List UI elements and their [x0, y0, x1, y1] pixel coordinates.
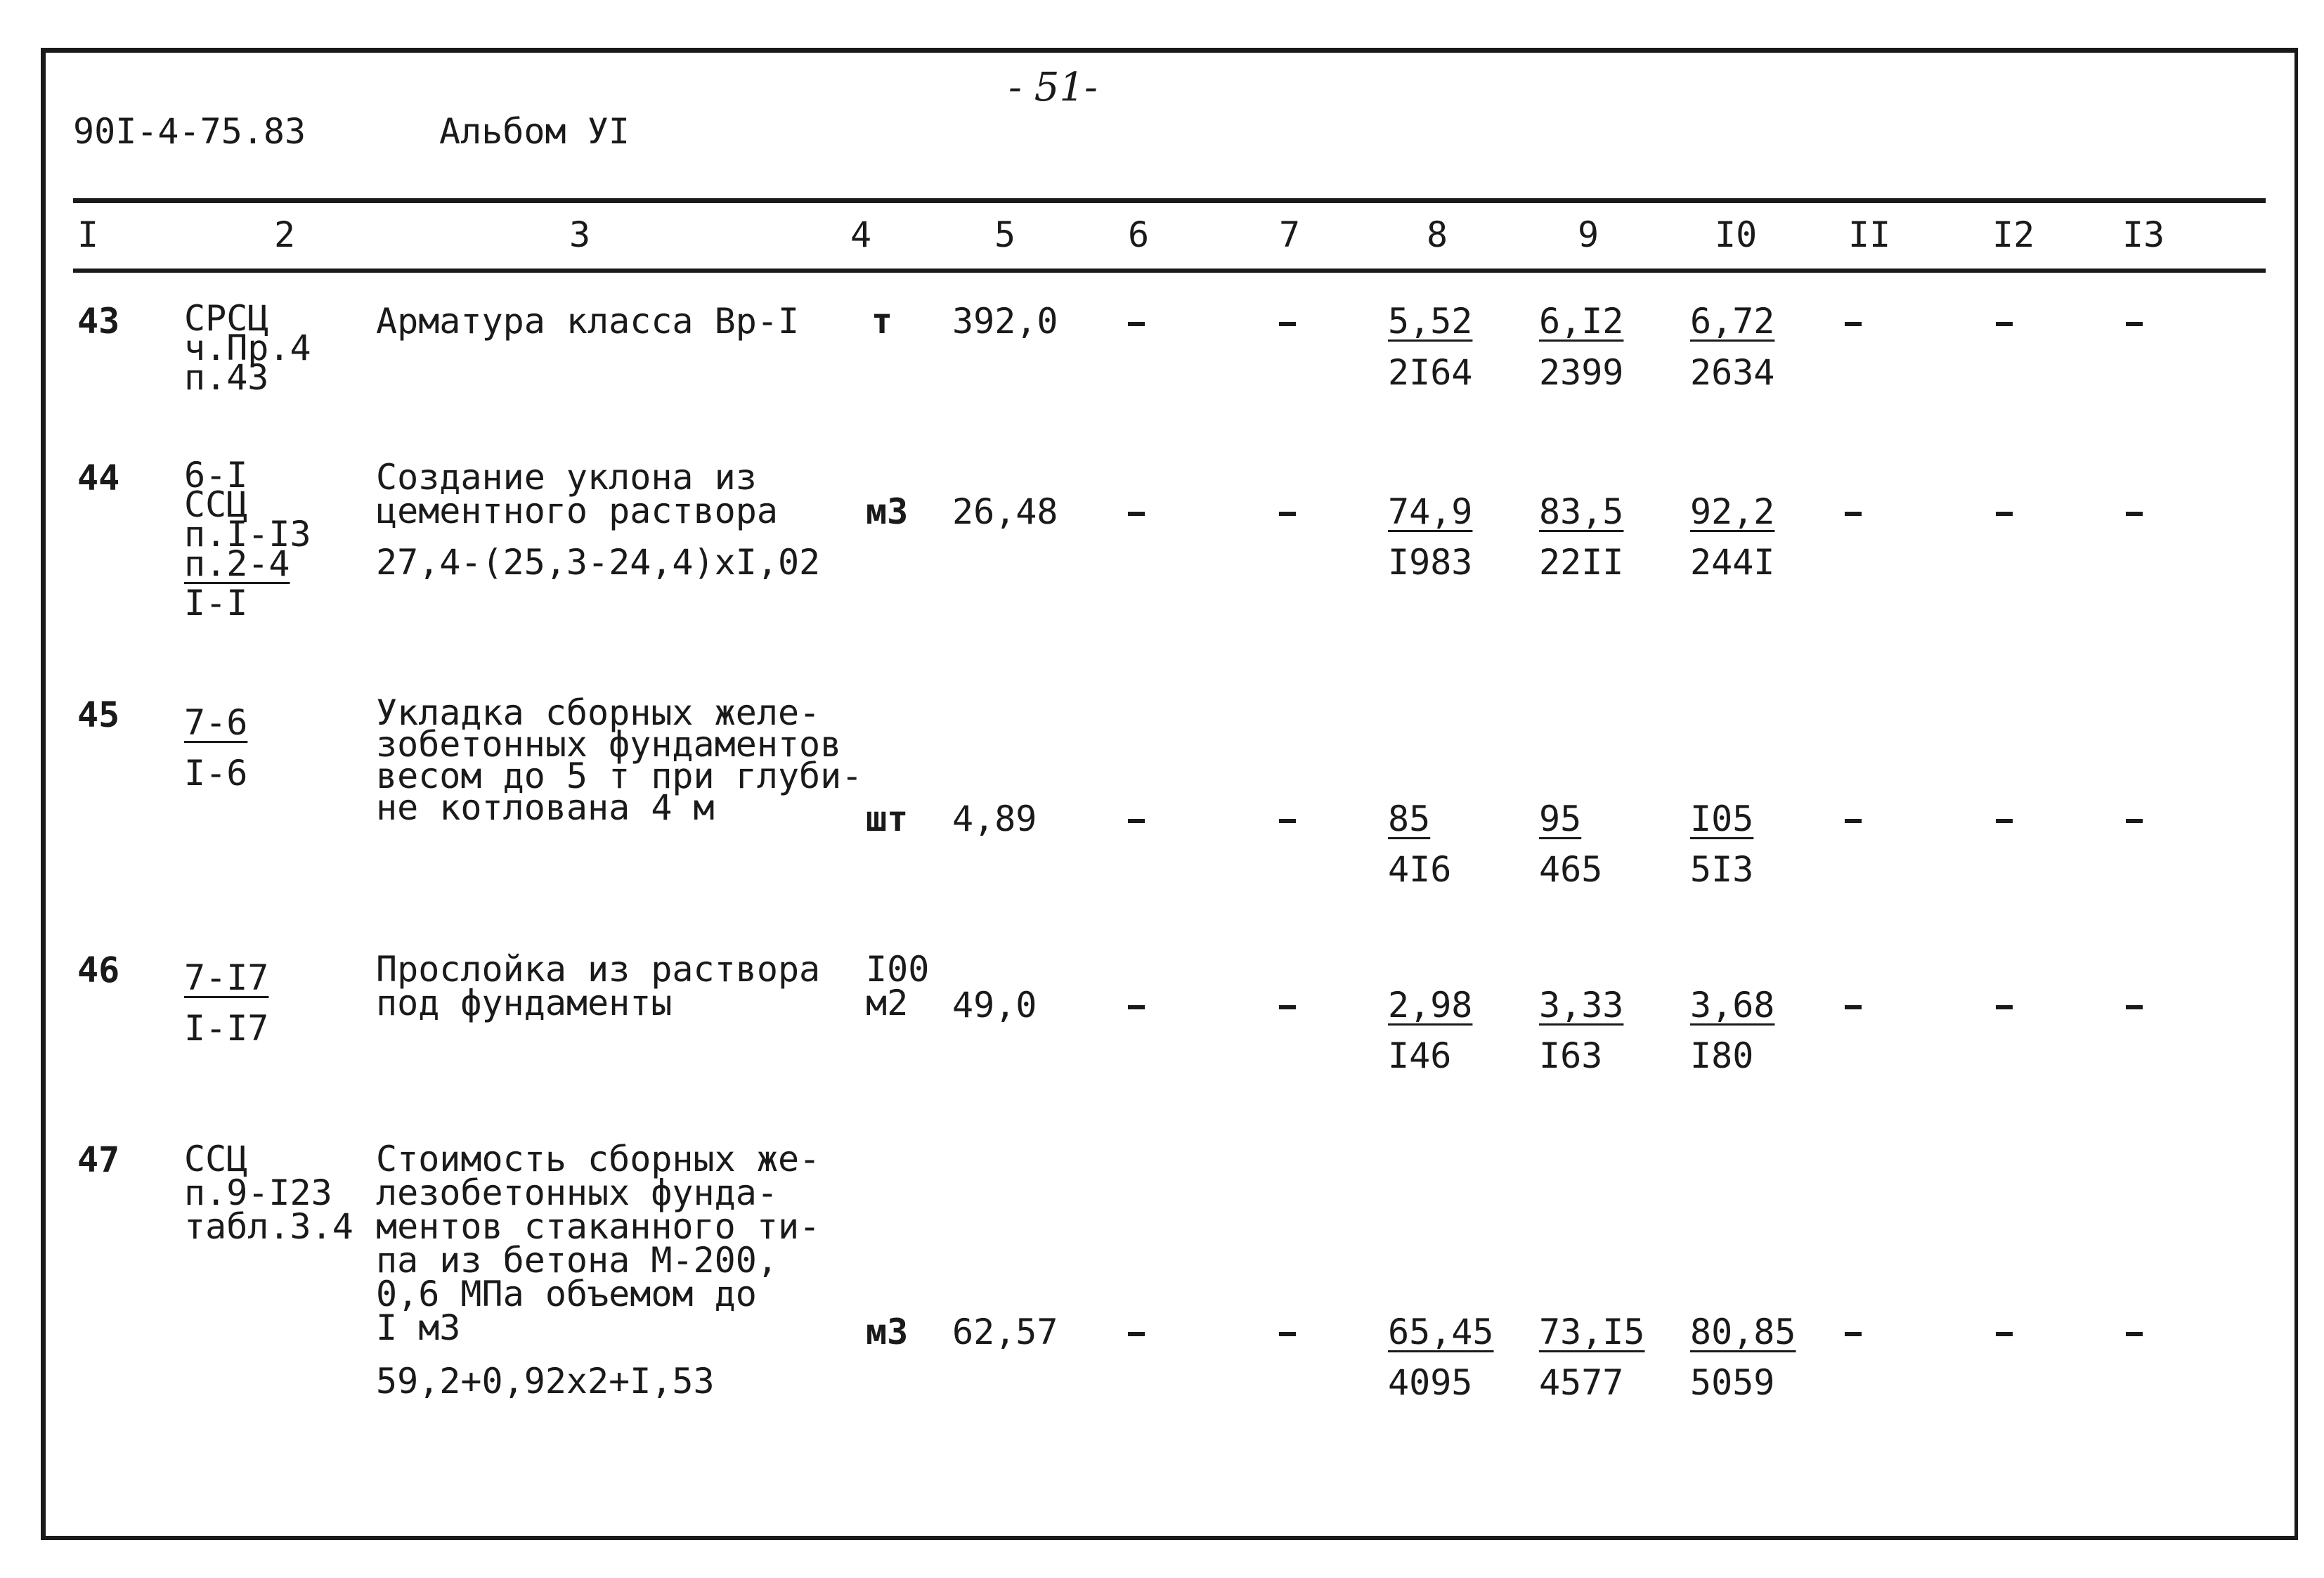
empty-cell-dash — [1128, 1005, 1145, 1009]
price-col8: 65,45 — [1388, 1312, 1494, 1352]
quantity: 392,0 — [952, 301, 1058, 342]
empty-cell-dash — [1996, 512, 2013, 516]
col-header-2: 2 — [274, 214, 296, 255]
quantity-formula: 27,4-(25,3-24,4)xI,02 — [376, 542, 821, 583]
work-description: Арматура класса Вр-I — [376, 301, 800, 342]
quantity-formula: 59,2+0,92x2+I,53 — [376, 1361, 715, 1402]
work-description: Стоимость сборных же- лезобетонных фунда- ментов стаканного ти- па из бетона М-200, 0,6 МПа объемом до I м3 — [376, 1139, 821, 1348]
source-reference: СРСЦ ч.Пр.4 п.43 — [184, 298, 311, 398]
col-header-3: 3 — [569, 214, 591, 255]
unit: м3 — [866, 491, 909, 532]
empty-cell-dash — [1845, 1005, 1862, 1009]
work-description: Укладка сборных желе- зобетонных фундаментов весом до 5 т при глуби- не котлована 4 м — [376, 692, 863, 828]
empty-cell-dash — [1279, 1005, 1296, 1009]
empty-cell-dash — [2126, 512, 2143, 516]
total-col8: 4095 — [1388, 1362, 1473, 1403]
empty-cell-dash — [2126, 322, 2143, 326]
unit: I00 м2 — [866, 949, 930, 1023]
price-col9: 95 — [1539, 798, 1582, 839]
work-description: Прослойка из раствора под фундаменты — [376, 949, 821, 1023]
total-col8: I983 — [1388, 542, 1473, 583]
price-col8: 74,9 — [1388, 491, 1473, 532]
row-number: 47 — [77, 1139, 120, 1180]
empty-cell-dash — [1128, 1332, 1145, 1336]
document-code: 90I-4-75.83 — [73, 111, 306, 152]
col-header-11: II — [1848, 214, 1891, 255]
total-col8: I46 — [1388, 1035, 1452, 1076]
price-col9: 3,33 — [1539, 985, 1624, 1026]
source-reference: 7-I7 I-I7 — [184, 957, 269, 1049]
unit: т — [871, 301, 893, 342]
total-col9: 2399 — [1539, 352, 1624, 393]
price-col10: 92,2 — [1690, 491, 1775, 532]
empty-cell-dash — [1279, 322, 1296, 326]
price-col8: 5,52 — [1388, 301, 1473, 342]
total-col10: 244I — [1690, 542, 1775, 583]
col-header-1: I — [77, 214, 99, 255]
total-col8: 4I6 — [1388, 849, 1452, 890]
work-description: Создание уклона из цементного раствора — [376, 457, 778, 531]
total-col10: I80 — [1690, 1035, 1754, 1076]
row-number: 46 — [77, 950, 120, 990]
col-header-13: I3 — [2122, 214, 2165, 255]
col-header-6: 6 — [1128, 214, 1150, 255]
source-reference: 7-6 I-6 — [184, 702, 248, 794]
quantity: 49,0 — [952, 985, 1037, 1026]
empty-cell-dash — [1128, 512, 1145, 516]
empty-cell-dash — [1279, 819, 1296, 823]
total-col9: 4577 — [1539, 1362, 1624, 1403]
empty-cell-dash — [1845, 819, 1862, 823]
empty-cell-dash — [1128, 322, 1145, 326]
row-number: 45 — [77, 694, 120, 735]
empty-cell-dash — [2126, 819, 2143, 823]
table-header-rule — [73, 269, 2266, 273]
source-reference: 6-I ССЦ п.I-I3 п.2-4 I-I — [184, 455, 311, 623]
empty-cell-dash — [1996, 1005, 2013, 1009]
unit: м3 — [866, 1312, 909, 1352]
col-header-4: 4 — [850, 214, 872, 255]
total-col9: 465 — [1539, 849, 1603, 890]
price-col8: 2,98 — [1388, 985, 1473, 1026]
empty-cell-dash — [2126, 1332, 2143, 1336]
empty-cell-dash — [1279, 1332, 1296, 1336]
source-reference: ССЦ п.9-I23 табл.3.4 — [184, 1139, 353, 1247]
total-col10: 5059 — [1690, 1362, 1775, 1403]
album-label: Альбом УI — [439, 111, 630, 152]
price-col9: 83,5 — [1539, 491, 1624, 532]
quantity: 62,57 — [952, 1312, 1058, 1352]
quantity: 26,48 — [952, 491, 1058, 532]
quantity: 4,89 — [952, 798, 1037, 839]
empty-cell-dash — [1996, 819, 2013, 823]
total-col10: 2634 — [1690, 352, 1775, 393]
row-number: 44 — [77, 458, 120, 498]
empty-cell-dash — [1845, 1332, 1862, 1336]
empty-cell-dash — [2126, 1005, 2143, 1009]
col-header-5: 5 — [994, 214, 1016, 255]
unit: шт — [866, 798, 909, 839]
price-col10: 6,72 — [1690, 301, 1775, 342]
empty-cell-dash — [1845, 322, 1862, 326]
col-header-8: 8 — [1427, 214, 1448, 255]
page-number: - 51- — [1008, 65, 1098, 110]
empty-cell-dash — [1996, 322, 2013, 326]
empty-cell-dash — [1279, 512, 1296, 516]
price-col9: 6,I2 — [1539, 301, 1624, 342]
col-header-12: I2 — [1992, 214, 2035, 255]
total-col9: 22II — [1539, 542, 1624, 583]
col-header-7: 7 — [1279, 214, 1301, 255]
empty-cell-dash — [1128, 819, 1145, 823]
empty-cell-dash — [1845, 512, 1862, 516]
price-col10: 3,68 — [1690, 985, 1775, 1026]
total-col8: 2I64 — [1388, 352, 1473, 393]
price-col10: 80,85 — [1690, 1312, 1796, 1352]
price-col9: 73,I5 — [1539, 1312, 1645, 1352]
price-col8: 85 — [1388, 798, 1431, 839]
empty-cell-dash — [1996, 1332, 2013, 1336]
total-col10: 5I3 — [1690, 849, 1754, 890]
table-top-rule — [73, 198, 2266, 203]
row-number: 43 — [77, 301, 120, 342]
total-col9: I63 — [1539, 1035, 1603, 1076]
col-header-10: I0 — [1715, 214, 1758, 255]
price-col10: I05 — [1690, 798, 1754, 839]
col-header-9: 9 — [1578, 214, 1599, 255]
